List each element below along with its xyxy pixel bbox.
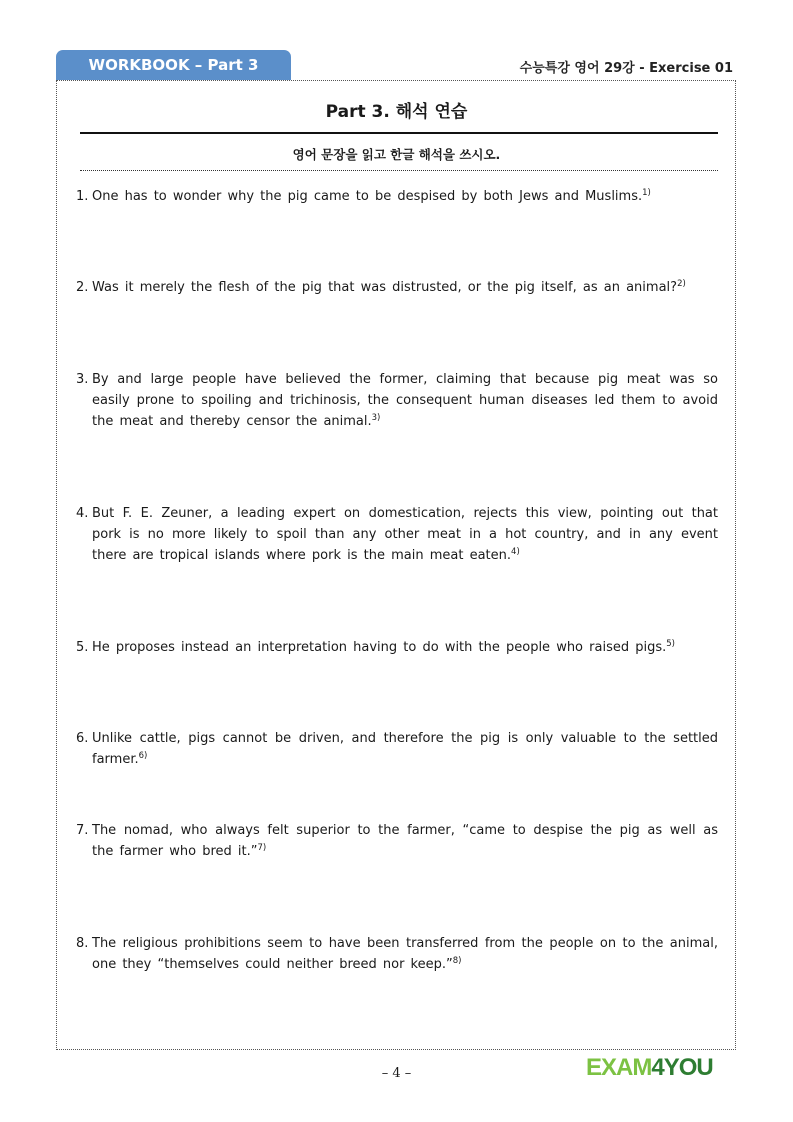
workbook-tab: WORKBOOK – Part 3 (56, 50, 291, 80)
exercise-item-1 (76, 186, 718, 207)
footnote-marker: 4) (511, 547, 520, 557)
item-number: 8. (76, 936, 89, 951)
logo-text-exam: EXAM (586, 1054, 652, 1081)
exercise-item-8 (76, 933, 718, 975)
exercise-item-5 (76, 637, 718, 658)
item-number: 3. (76, 372, 89, 387)
item-sentence: One has to wonder why the pig came to be despised by both Jews and Muslims. (92, 189, 643, 204)
footnote-marker: 1) (642, 188, 651, 198)
page-title: Part 3. 해석 연습 (325, 102, 468, 122)
exercise-item-3 (76, 369, 718, 432)
item-number: 5. (76, 640, 89, 655)
item-number: 4. (76, 506, 89, 521)
item-number: 6. (76, 731, 89, 746)
footnote-marker: 3) (371, 413, 381, 423)
exercise-item-7 (76, 820, 718, 862)
footnote-marker: 6) (138, 751, 148, 761)
page-number: – 4 – (381, 1066, 412, 1081)
instruction-text: 영어 문장을 읽고 한글 해석을 쓰시오. (292, 147, 501, 162)
footnote-marker: 7) (257, 843, 267, 853)
item-number: 7. (76, 823, 89, 838)
item-sentence: The nomad, who always felt superior to the farmer, “came to despise the pig as well as the farmer who bred it.” (92, 823, 718, 859)
exercise-item-6 (76, 728, 718, 770)
footnote-marker: 5) (666, 639, 675, 649)
exercise-item-4 (76, 503, 718, 566)
footnote-marker: 2) (677, 279, 686, 289)
item-number: 2. (76, 280, 89, 295)
item-sentence: The religious prohibitions seem to have been transferred from the people on to the animal, one they “themselves could neither breed nor keep.” (92, 936, 718, 972)
logo-text-4you: 4YOU (651, 1054, 713, 1081)
exercise-label: 수능특강 영어 29강 - Exercise 01 (519, 61, 733, 76)
item-sentence: He proposes instead an interpretation having to do with the people who raised pigs. (92, 640, 667, 655)
item-sentence: But F. E. Zeuner, a leading expert on domestication, rejects this view, pointing out that pork is no more likely to spoil than any other meat in a hot country, and in any event there are tropical islands where pork is the main meat eaten. (92, 506, 718, 563)
exercise-item-2 (76, 277, 718, 298)
item-sentence: By and large people have believed the former, claiming that because pig meat was so easily prone to spoiling and trichinosis, the consequent human diseases led them to avoid the meat and thereby censor the animal. (92, 372, 718, 429)
instruction-divider (80, 170, 718, 171)
footnote-marker: 8) (452, 956, 462, 966)
title-divider (80, 132, 718, 134)
item-number: 1. (76, 189, 89, 204)
exam4you-logo (586, 1054, 713, 1082)
item-sentence: Unlike cattle, pigs cannot be driven, and therefore the pig is only valuable to the settled farmer. (92, 731, 718, 767)
item-sentence: Was it merely the flesh of the pig that was distrusted, or the pig itself, as an animal? (92, 280, 678, 295)
